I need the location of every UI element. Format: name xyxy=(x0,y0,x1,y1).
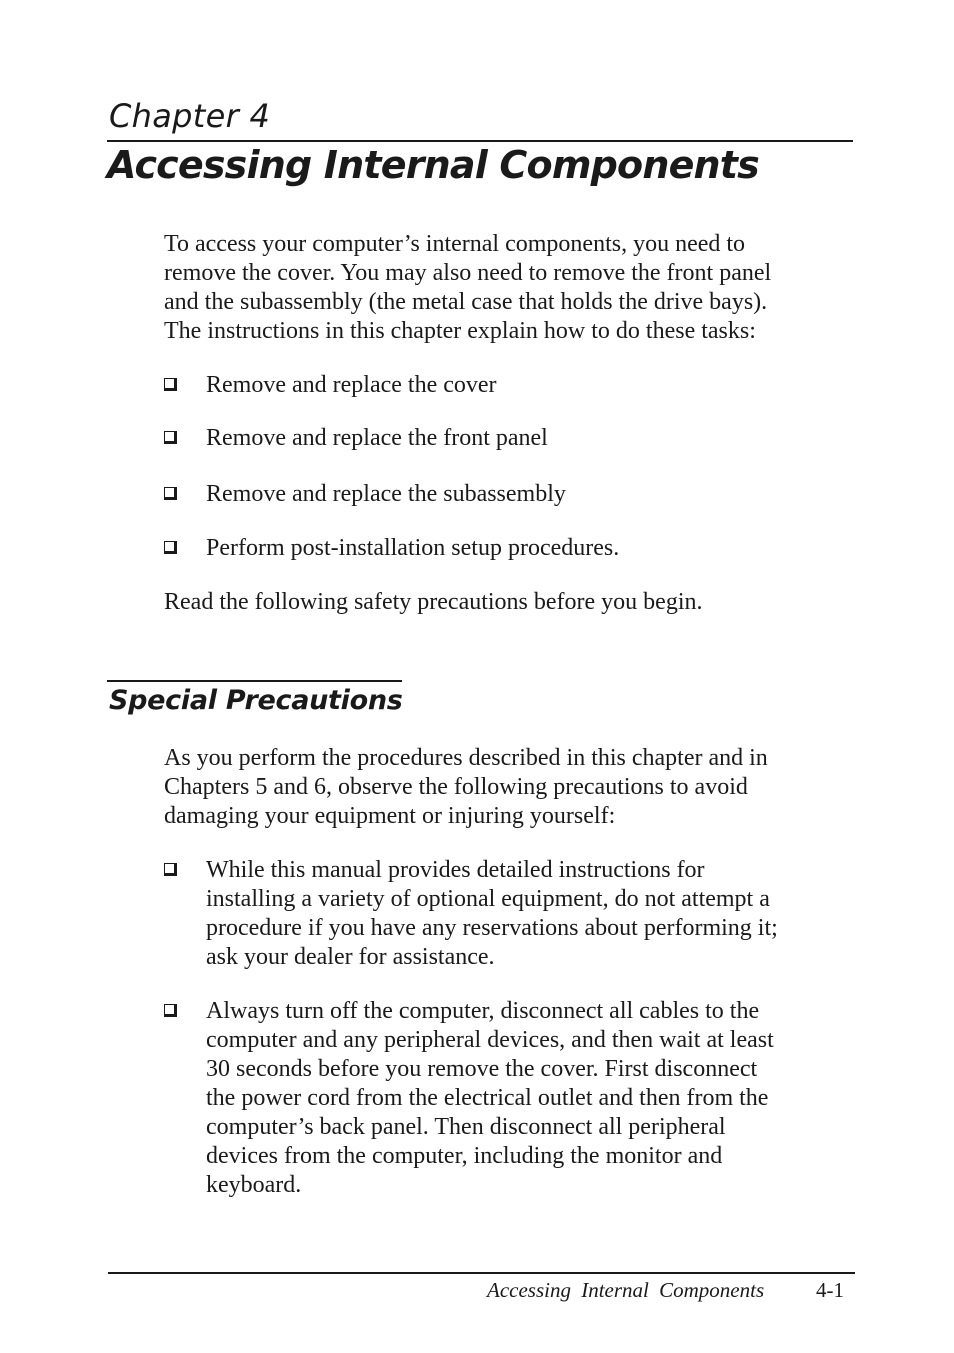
running-footer-title: Accessing Internal Components xyxy=(487,1278,765,1302)
precaution-line: keyboard. xyxy=(206,1172,302,1198)
section-title: Special Precautions xyxy=(109,685,403,716)
section-intro-paragraph xyxy=(164,744,854,831)
checkbox-bullet-icon xyxy=(164,378,177,391)
checkbox-bullet-icon xyxy=(164,863,177,876)
task-text: Remove and replace the front panel xyxy=(206,425,548,451)
intro-paragraph xyxy=(164,230,854,346)
precaution-line: procedure if you have any reservations about performing it; xyxy=(206,915,778,941)
precaution-text xyxy=(206,856,778,972)
precaution-line: ask your dealer for assistance. xyxy=(206,944,495,970)
section-intro-line: damaging your equipment or injuring yourself: xyxy=(164,803,616,829)
intro-line: To access your computer’s internal components, you need to xyxy=(164,231,746,257)
safety-note xyxy=(164,588,854,617)
task-text: Remove and replace the cover xyxy=(206,372,497,398)
section-intro-line: Chapters 5 and 6, observe the following precautions to avoid xyxy=(164,774,748,800)
precaution-line: 30 seconds before you remove the cover. First disconnect xyxy=(206,1056,758,1082)
precaution-line: Always turn off the computer, disconnect all cables to the xyxy=(206,998,760,1024)
precaution-line: the power cord from the electrical outlet and then from the xyxy=(206,1085,769,1111)
intro-line: remove the cover. You may also need to remove the front panel xyxy=(164,260,772,286)
checkbox-bullet-icon xyxy=(164,487,177,500)
task-text: Remove and replace the subassembly xyxy=(206,481,566,507)
precaution-text xyxy=(206,997,774,1200)
checkbox-bullet-icon xyxy=(164,541,177,554)
chapter-label: Chapter 4 xyxy=(109,97,271,135)
page-number: 4-1 xyxy=(816,1278,844,1302)
safety-note-text: Read the following safety precautions before you begin. xyxy=(164,589,703,615)
precaution-line: computer’s back panel. Then disconnect all peripheral xyxy=(206,1114,726,1140)
intro-line: and the subassembly (the metal case that holds the drive bays). xyxy=(164,289,768,315)
precaution-line: computer and any peripheral devices, and then wait at least xyxy=(206,1027,774,1053)
checkbox-bullet-icon xyxy=(164,431,177,444)
task-text: Perform post-installation setup procedures. xyxy=(206,535,620,561)
precaution-line: While this manual provides detailed instructions for xyxy=(206,857,705,883)
precaution-line: devices from the computer, including the monitor and xyxy=(206,1143,723,1169)
intro-line: The instructions in this chapter explain how to do these tasks: xyxy=(164,318,756,344)
chapter-title: Accessing Internal Components xyxy=(107,143,759,187)
footer-divider xyxy=(108,1272,855,1274)
precaution-line: installing a variety of optional equipment, do not attempt a xyxy=(206,886,770,912)
section-intro-line: As you perform the procedures described in this chapter and in xyxy=(164,745,768,771)
checkbox-bullet-icon xyxy=(164,1004,177,1017)
